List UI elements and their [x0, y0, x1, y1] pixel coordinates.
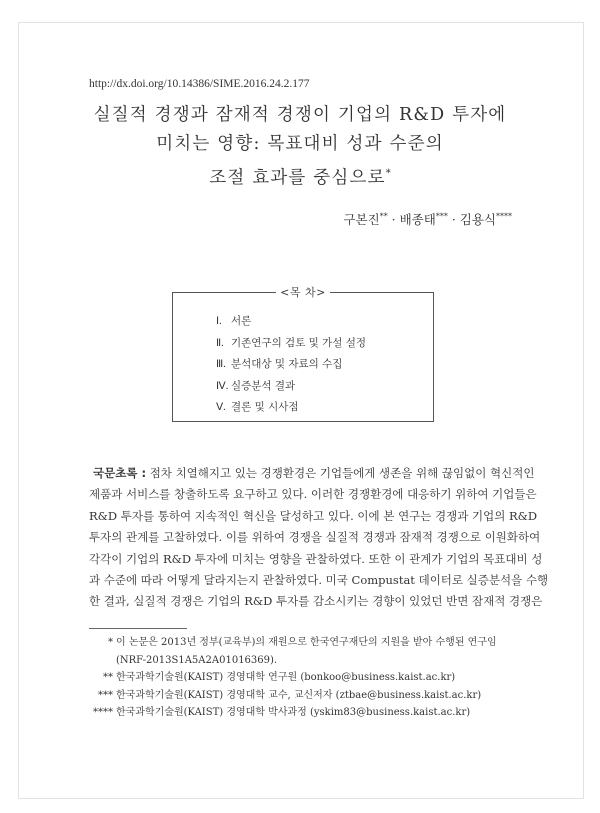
- abstract-line: 투자의 관계를 고찰하였다. 이를 위하여 경쟁을 실질적 경쟁과 잠재적 경쟁으로 이원화하여: [89, 530, 541, 545]
- author-separator: ·: [447, 212, 460, 227]
- toc-heading-wrap: [173, 284, 433, 300]
- abstract-line: 한 결과, 실질적 경쟁은 기업의 R&D 투자를 감소시키는 경향이 있었던 반면 잠재적 경쟁은: [89, 594, 543, 609]
- toc-item-number: Ⅳ.: [216, 380, 229, 392]
- footnote-mark: **: [103, 672, 113, 683]
- author-list: [343, 210, 512, 228]
- abstract-line: 각각이 기업의 R&D 투자에 미치는 영향을 관찰하였다. 또한 이 관계가 기업의 목표대비 성: [89, 551, 543, 566]
- paper-title: [40, 101, 560, 193]
- abstract-line: [89, 463, 535, 484]
- title-footnote-mark: *: [385, 168, 391, 179]
- toc-heading: <목 차>: [276, 286, 330, 299]
- footnote: [89, 652, 529, 670]
- author-name: 배종태: [399, 212, 436, 227]
- author-mark: ***: [435, 211, 448, 221]
- footnote-text: 한국과학기술원(KAIST) 경영대학 박사과정 (yskim83@business.kaist.ac.kr): [116, 707, 471, 718]
- toc-item-label: 기존연구의 검토 및 가설 설정: [231, 336, 367, 349]
- author-mark: **: [379, 211, 388, 221]
- abstract-label: 국문초록 :: [93, 466, 147, 480]
- toc-list: [216, 313, 366, 421]
- author-name: 구본진: [343, 212, 380, 227]
- footnote-mark: *: [108, 637, 113, 648]
- toc-item-label: 서론: [231, 315, 252, 327]
- author-separator: ·: [387, 212, 400, 227]
- abstract-line: 과 수준에 따라 어떻게 달라지는지 관찰하였다. 미국 Compustat 데이터로 실증분석을 수행: [89, 573, 549, 588]
- toc-item-label: 실증분석 결과: [231, 379, 296, 392]
- toc-item-number: Ⅴ.: [216, 402, 226, 413]
- footnote-divider: [89, 628, 187, 629]
- toc-item: [216, 313, 366, 335]
- footnote: [89, 634, 529, 652]
- author-name: 김용식: [459, 212, 496, 227]
- footnote-mark: ****: [93, 707, 113, 718]
- toc-item-number: Ⅰ.: [216, 316, 222, 327]
- toc-item-label: 분석대상 및 자료의 수집: [231, 358, 343, 370]
- abstract-line: R&D 투자를 통하여 지속적인 혁신을 달성하고 있다. 이에 본 연구는 경쟁과 기업의 R&D: [89, 508, 538, 523]
- title-line-3: [40, 159, 560, 193]
- footnote-mark: ***: [98, 689, 113, 701]
- abstract-line: 제품과 서비스를 창출하도록 요구하고 있다. 이러한 경쟁환경에 대응하기 위하여 기업들은: [89, 487, 537, 502]
- footnote-text: (NRF-2013S1A5A2A01016369).: [116, 654, 278, 666]
- toc-item: [216, 399, 366, 421]
- toc-item-number: Ⅲ.: [216, 359, 226, 370]
- footnotes: [89, 634, 529, 722]
- footnote-text: 이 논문은 2013년 정부(교육부)의 재원으로 한국연구재단의 지원을 받아 수행된 연구임: [116, 637, 497, 648]
- korean-abstract: [89, 463, 549, 613]
- footnote: [89, 669, 529, 687]
- table-of-contents: [172, 286, 434, 422]
- doi-link[interactable]: http://dx.doi.org/10.14386/SIME.2016.24.2.177: [89, 78, 310, 90]
- toc-item: [216, 356, 366, 378]
- title-line-1: 실질적 경쟁과 잠재적 경쟁이 기업의 R&D 투자에: [93, 105, 507, 125]
- toc-item: [216, 378, 366, 400]
- toc-item-number: Ⅱ.: [216, 337, 224, 349]
- toc-item-label: 결론 및 시사점: [231, 401, 299, 413]
- footnote: [89, 687, 529, 705]
- title-line-3-text: 조절 효과를 중심으로: [209, 167, 386, 188]
- footnote-text: 한국과학기술원(KAIST) 경영대학 교수, 교신저자 (ztbae@business.kaist.ac.kr): [116, 689, 482, 701]
- title-line-2: 미치는 영향: 목표대비 성과 수준의: [156, 134, 444, 154]
- author-mark: ****: [496, 211, 512, 221]
- footnote: [89, 704, 529, 722]
- toc-item: [216, 335, 366, 357]
- footnote-text: 한국과학기술원(KAIST) 경영대학 연구원 (bonkoo@business.kaist.ac.kr): [116, 672, 456, 683]
- abstract-line-text: 점차 치열해지고 있는 경쟁환경은 기업들에게 생존을 위해 끊임없이 혁신적인: [149, 466, 535, 480]
